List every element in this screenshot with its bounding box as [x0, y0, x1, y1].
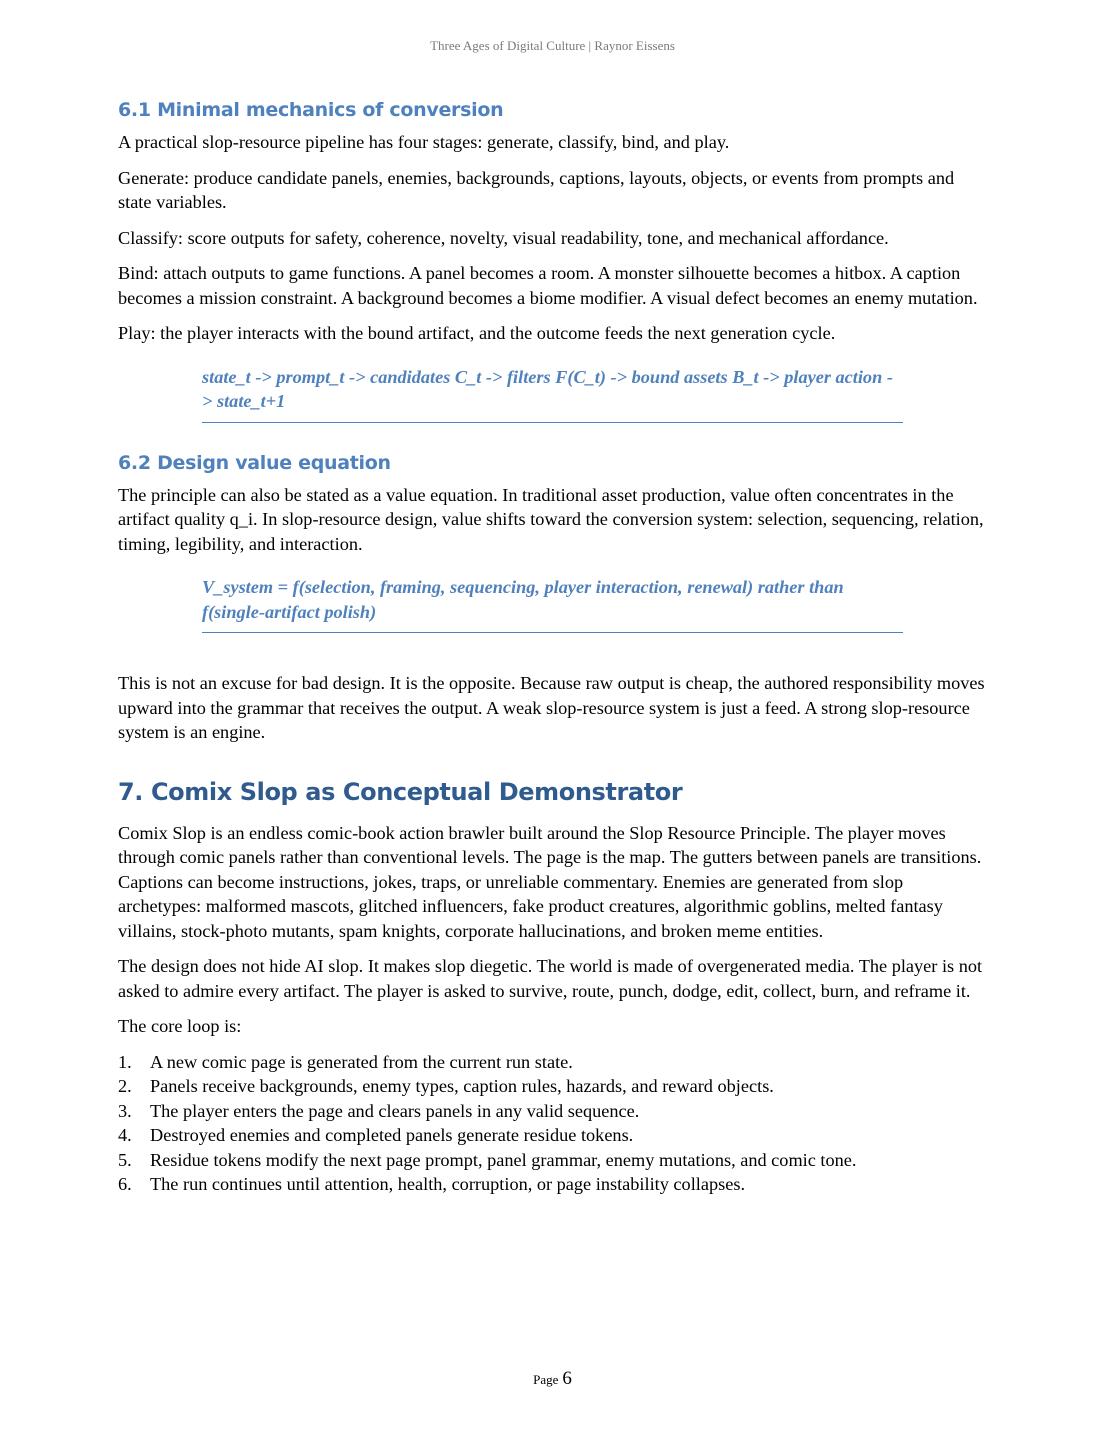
list-text: Residue tokens modify the next page prompt, panel grammar, enemy mutations, and comic tone.	[150, 1149, 857, 1170]
list-text: The run continues until attention, health, corruption, or page instability collapses.	[150, 1174, 746, 1194]
list-number: 3.	[118, 1100, 132, 1121]
page-footer	[0, 1368, 1105, 1390]
paragraph: Generate: produce candidate panels, enemies, backgrounds, captions, layouts, objects, or events from prompts and state variables.	[118, 167, 955, 212]
paragraph: The principle can also be stated as a value equation. In traditional asset production, value often concentrates in the artifact quality q_i. In slop-resource design, value shifts toward the conversion system: selection, sequencing, relation, timing, legibility, and interaction.	[118, 484, 984, 554]
core-loop-list	[118, 1050, 990, 1197]
list-item	[118, 1148, 990, 1173]
paragraph: Bind: attach outputs to game functions. A panel becomes a room. A monster silhouette becomes a hitbox. A caption becomes a mission constraint. A background becomes a biome modifier. A visual defect becomes an enemy mutation.	[118, 263, 978, 308]
list-text: Destroyed enemies and completed panels generate residue tokens.	[150, 1125, 634, 1145]
list-number: 1.	[118, 1051, 132, 1072]
section-7-heading: 7. Comix Slop as Conceptual Demonstrator	[118, 777, 683, 806]
value-equation-formula: V_system = f(selection, framing, sequencing, player interaction, renewal) rather than f(single-artifact polish)	[202, 575, 903, 633]
list-text: Panels receive backgrounds, enemy types, caption rules, hazards, and reward objects.	[150, 1076, 774, 1096]
list-item	[118, 1050, 990, 1075]
list-number: 4.	[118, 1125, 132, 1145]
list-text: A new comic page is generated from the current run state.	[150, 1051, 573, 1072]
list-text: The player enters the page and clears panels in any valid sequence.	[150, 1100, 640, 1121]
list-number: 2.	[118, 1076, 132, 1096]
list-item	[118, 1123, 990, 1148]
section-6-1-heading: 6.1 Minimal mechanics of conversion	[118, 99, 504, 121]
paragraph: Comix Slop is an endless comic-book action brawler built around the Slop Resource Principle. The player moves through comic panels rather than conventional levels. The page is the map. The gutters between panels are transitions. Captions can become instructions, jokes, traps, or unreliable commentary. Enemies are generated from slop archetypes: malformed mascots, glitched influencers, fake product creatures, algorithmic goblins, melted fantasy villains, stock-photo mutants, spam knights, corporate hallucinations, and broken meme entities.	[118, 822, 982, 941]
paragraph: The core loop is:	[118, 1016, 242, 1036]
page-content	[118, 96, 990, 1197]
paragraph: Classify: score outputs for safety, coherence, novelty, visual readability, tone, and mechanical affordance.	[118, 227, 889, 248]
list-number: 5.	[118, 1149, 132, 1170]
pipeline-formula: state_t -> prompt_t -> candidates C_t -> filters F(C_t) -> bound assets B_t -> player action -> state_t+1	[202, 365, 903, 423]
paragraph: The design does not hide AI slop. It makes slop diegetic. The world is made of overgenerated media. The player is not asked to admire every artifact. The player is asked to survive, route, punch, dodge, edit, collect, burn, and reframe it.	[118, 956, 983, 1001]
list-item	[118, 1074, 990, 1099]
paragraph: Play: the player interacts with the bound artifact, and the outcome feeds the next generation cycle.	[118, 323, 836, 343]
page-number: 6	[562, 1368, 572, 1389]
running-header: Three Ages of Digital Culture | Raynor Eissens	[430, 38, 675, 53]
paragraph: This is not an excuse for bad design. It is the opposite. Because raw output is cheap, the authored responsibility moves upward into the grammar that receives the output. A weak slop-resource system is just a feed. A strong slop-resource system is an engine.	[118, 673, 985, 742]
list-item	[118, 1172, 990, 1197]
paragraph: A practical slop-resource pipeline has four stages: generate, classify, bind, and play.	[118, 132, 730, 152]
list-number: 6.	[118, 1174, 132, 1194]
page-label: Page	[533, 1372, 559, 1387]
list-item	[118, 1099, 990, 1124]
section-6-2-heading: 6.2 Design value equation	[118, 451, 391, 474]
